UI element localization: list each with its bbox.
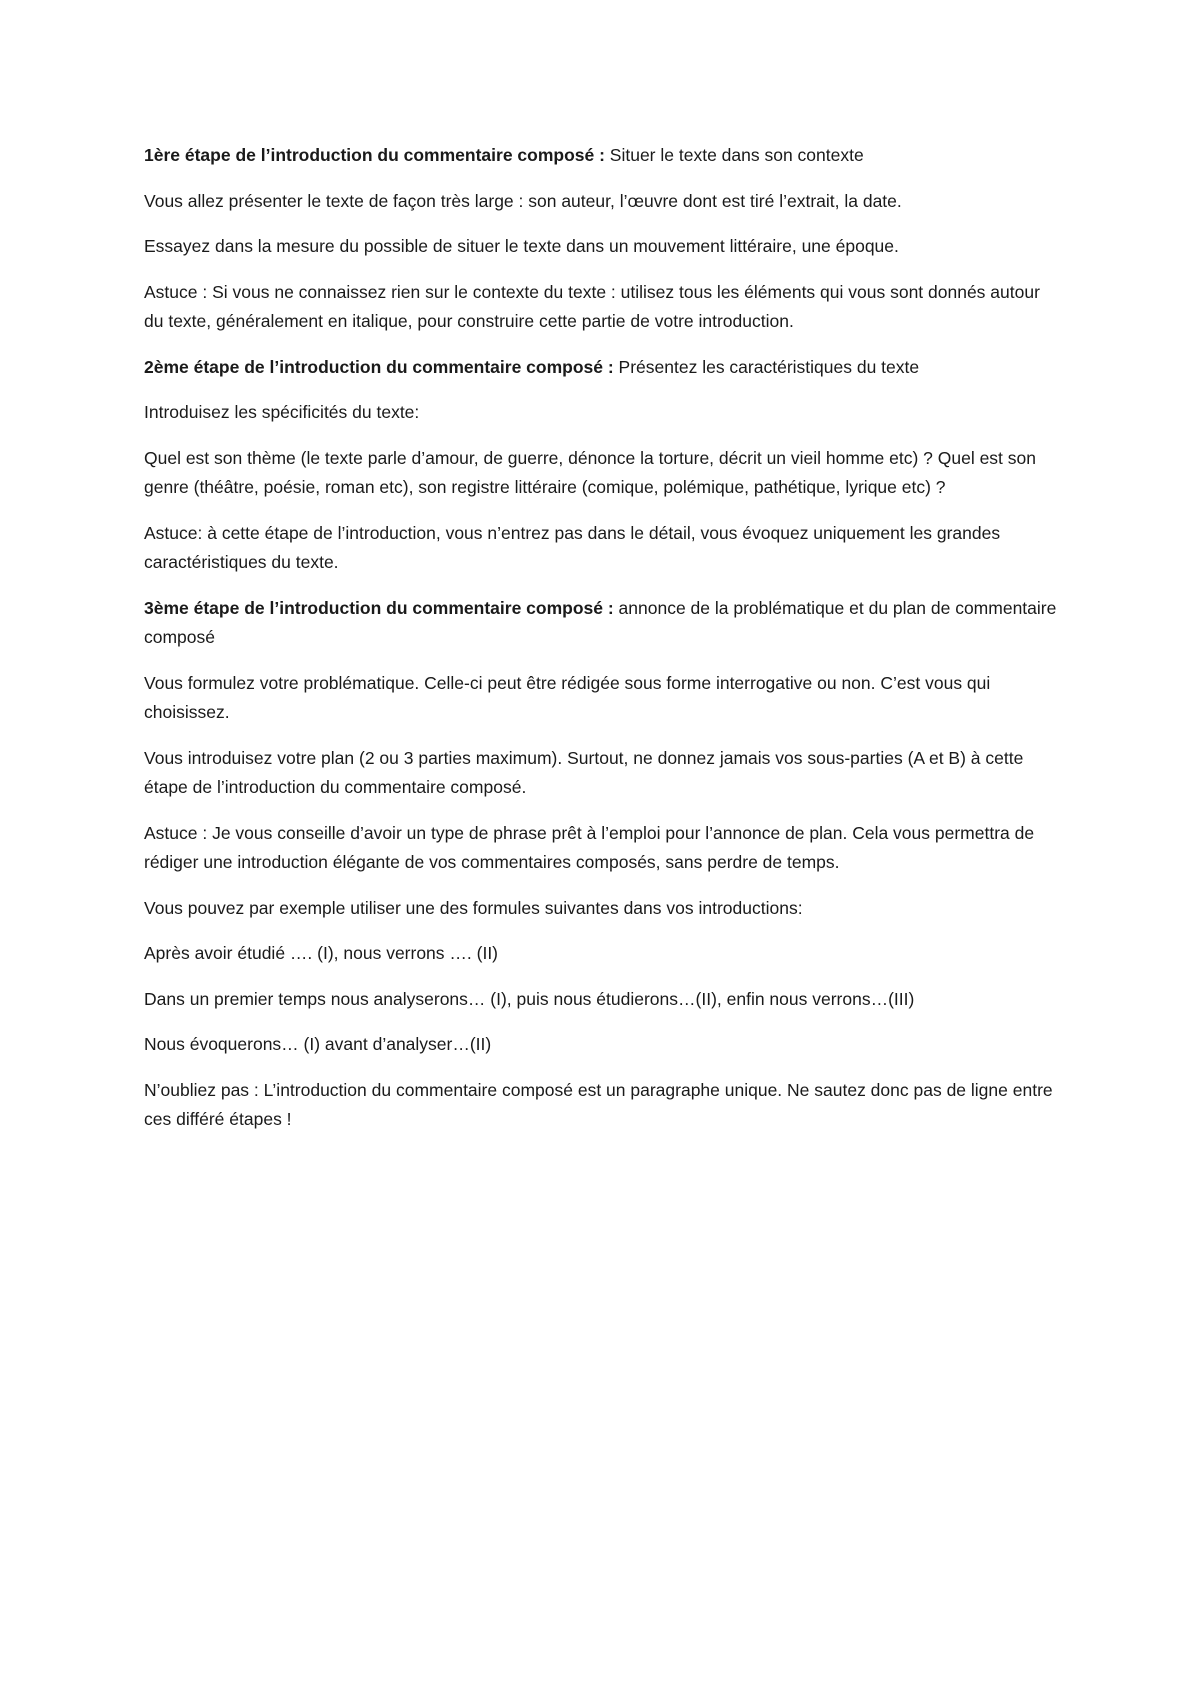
- section-2-heading: [144, 353, 1064, 383]
- paragraph-formula-1: Après avoir étudié …. (I), nous verrons …. (II): [144, 943, 499, 963]
- paragraph-tip-characteristics: Astuce: à cette étape de l’introduction, vous n’entrez pas dans le détail, vous évoquez uniquement les grandes caractéristiques du texte.: [144, 522, 1001, 572]
- section-3-heading: [144, 594, 1064, 653]
- paragraph-reminder: N’oubliez pas : L’introduction du commentaire composé est un paragraphe unique. Ne sautez donc pas de ligne entre ces différé étapes !: [144, 1079, 1053, 1129]
- section-3-heading-text: annonce de la problématique et du plan de commentaire composé: [144, 597, 1057, 647]
- document-page: [144, 141, 1064, 1151]
- paragraph-formula-2: Dans un premier temps nous analyserons… (I), puis nous étudierons…(II), enfin nous verrons…(III): [144, 988, 915, 1009]
- paragraph-tip-plan: Astuce : Je vous conseille d’avoir un type de phrase prêt à l’emploi pour l’annonce de plan. Cela vous permettra de rédiger une introduction élégante de vos commentaires composés, sans perdre de temps.: [144, 822, 1035, 872]
- section-1-heading-bold: 1ère étape de l’introduction du commentaire composé :: [144, 145, 605, 165]
- paragraph-problematic: Vous formulez votre problématique. Celle-ci peut être rédigée sous forme interrogative ou non. C’est vous qui choisissez.: [144, 672, 991, 722]
- paragraph-literary-movement: Essayez dans la mesure du possible de situer le texte dans un mouvement littéraire, une époque.: [144, 236, 899, 256]
- paragraph-plan: Vous introduisez votre plan (2 ou 3 parties maximum). Surtout, ne donnez jamais vos sous-parties (A et B) à cette étape de l’introduction du commentaire composé.: [144, 747, 1024, 797]
- section-3-heading-bold: 3ème étape de l’introduction du commentaire composé :: [144, 597, 614, 618]
- section-2-heading-text: Présentez les caractéristiques du texte: [613, 356, 920, 377]
- paragraph-formulas-intro: Vous pouvez par exemple utiliser une des formules suivantes dans vos introductions:: [144, 897, 803, 918]
- section-1-heading-text: Situer le texte dans son contexte: [604, 145, 864, 165]
- paragraph-theme-genre: Quel est son thème (le texte parle d’amour, de guerre, dénonce la torture, décrit un vieil homme etc) ? Quel est son genre (théâtre, poésie, roman etc), son registre littéraire (comique, polémique, pathétique, lyrique etc) ?: [144, 447, 1036, 497]
- section-1-heading: [144, 141, 1064, 171]
- paragraph-specificities: Introduisez les spécificités du texte:: [144, 402, 420, 422]
- section-2-heading-bold: 2ème étape de l’introduction du commentaire composé :: [144, 356, 614, 377]
- paragraph-tip-context: Astuce : Si vous ne connaissez rien sur le contexte du texte : utilisez tous les éléments qui vous sont donnés autour du texte, généralement en italique, pour construire cette partie de votre introduction.: [144, 281, 1040, 331]
- paragraph-present-text: Vous allez présenter le texte de façon très large : son auteur, l’œuvre dont est tiré l’extrait, la date.: [144, 190, 902, 211]
- paragraph-formula-3: Nous évoquerons… (I) avant d’analyser…(II): [144, 1034, 492, 1054]
